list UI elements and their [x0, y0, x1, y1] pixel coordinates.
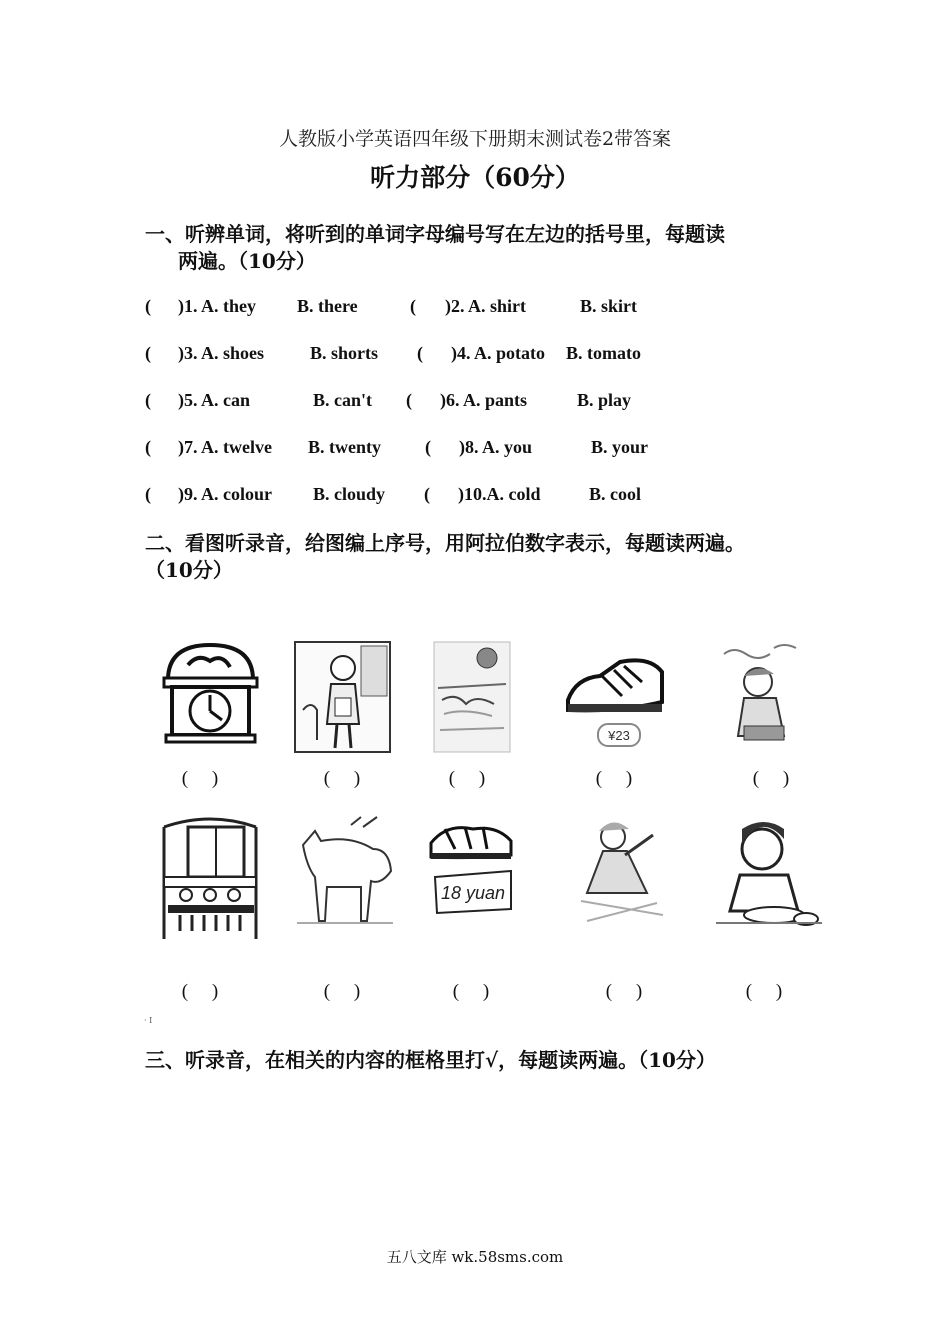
shoe-price-label: ¥23	[608, 728, 630, 743]
question-row	[145, 343, 845, 369]
answer-blank[interactable]: ( )	[605, 981, 643, 1002]
stray-mark: · I	[144, 1016, 153, 1025]
footer-watermark: 五八文库 wk.58sms.com	[386, 1248, 564, 1266]
question-option-a: )9. A. colour	[178, 484, 272, 504]
hot-girl-icon	[714, 640, 819, 755]
answer-blank[interactable]: ( )	[323, 981, 361, 1002]
answer-blank[interactable]: ( )	[323, 768, 361, 789]
question-row	[145, 437, 845, 463]
answer-paren: (	[145, 343, 151, 363]
answer-paren: (	[410, 296, 416, 316]
section2-heading-line1: 二、看图听录音，给图编上序号，用阿拉伯数字表示，每题读两遍。	[145, 531, 745, 555]
answer-paren: (	[145, 484, 151, 504]
section1-heading	[145, 221, 825, 275]
answer-paren: (	[145, 437, 151, 457]
question-option-b: B. your	[591, 437, 649, 457]
answer-paren: (	[406, 390, 412, 410]
shoe-price-icon	[562, 640, 667, 755]
question-option-a: )6. A. pants	[440, 390, 528, 410]
question-option-a: )4. A. potato	[451, 343, 545, 363]
section1-heading-line1: 一、听辨单词，将听到的单词字母编号写在左边的括号里，每题读	[145, 222, 725, 246]
document-title: 人教版小学英语四年级下册期末测试卷2带答案	[278, 128, 672, 150]
boy-eating-icon	[714, 815, 819, 930]
answer-paren: (	[424, 484, 430, 504]
goats-icon	[293, 815, 398, 930]
answer-blank[interactable]: ( )	[745, 981, 783, 1002]
question-option-a: )8. A. you	[459, 437, 533, 457]
question-row	[145, 484, 845, 510]
question-option-b: B. skirt	[580, 296, 638, 316]
section2-heading	[145, 530, 825, 584]
part-title: 听力部分（60分）	[370, 163, 580, 192]
question-row	[145, 390, 845, 416]
question-option-b: B. cloudy	[313, 484, 386, 504]
answer-blank[interactable]: ( )	[181, 768, 219, 789]
question-option-b: B. cool	[589, 484, 641, 504]
answer-blank[interactable]: ( )	[595, 768, 633, 789]
answer-paren: (	[417, 343, 423, 363]
clock-icon	[158, 640, 263, 755]
sandals-price-icon	[427, 815, 532, 923]
question-option-a: )3. A. shoes	[178, 343, 265, 363]
answer-paren: (	[425, 437, 431, 457]
answer-blank[interactable]: ( )	[452, 981, 490, 1002]
question-option-b: B. twenty	[308, 437, 381, 457]
sandals-price-label: 18 yuan	[440, 883, 506, 903]
section1-heading-line2: 两遍。（10分）	[178, 249, 316, 273]
question-option-b: B. there	[297, 296, 358, 316]
question-option-b: B. tomato	[566, 343, 641, 363]
sunny-beach-icon	[432, 640, 537, 755]
section3-heading: 三、听录音，在相关的内容的框格里打√，每题读两遍。（10分）	[145, 1048, 716, 1072]
section2-heading-line2: （10分）	[145, 558, 233, 582]
teacher-icon	[293, 640, 398, 755]
question-option-a: )10.A. cold	[458, 484, 541, 504]
question-option-b: B. play	[577, 390, 632, 410]
answer-blank[interactable]: ( )	[181, 981, 219, 1002]
answer-paren: (	[145, 296, 151, 316]
question-option-b: B. shorts	[310, 343, 379, 363]
answer-blank[interactable]: ( )	[752, 768, 790, 789]
question-option-a: )5. A. can	[178, 390, 250, 410]
question-option-a: )2. A. shirt	[445, 296, 526, 316]
answer-paren: (	[145, 390, 151, 410]
question-option-a: )1. A. they	[178, 296, 256, 316]
dancing-girl-icon	[577, 815, 682, 930]
window-classroom-icon	[158, 815, 263, 943]
question-option-a: )7. A. twelve	[178, 437, 272, 457]
question-option-b: B. can't	[313, 390, 373, 410]
answer-blank[interactable]: ( )	[448, 768, 486, 789]
question-row	[145, 296, 845, 322]
